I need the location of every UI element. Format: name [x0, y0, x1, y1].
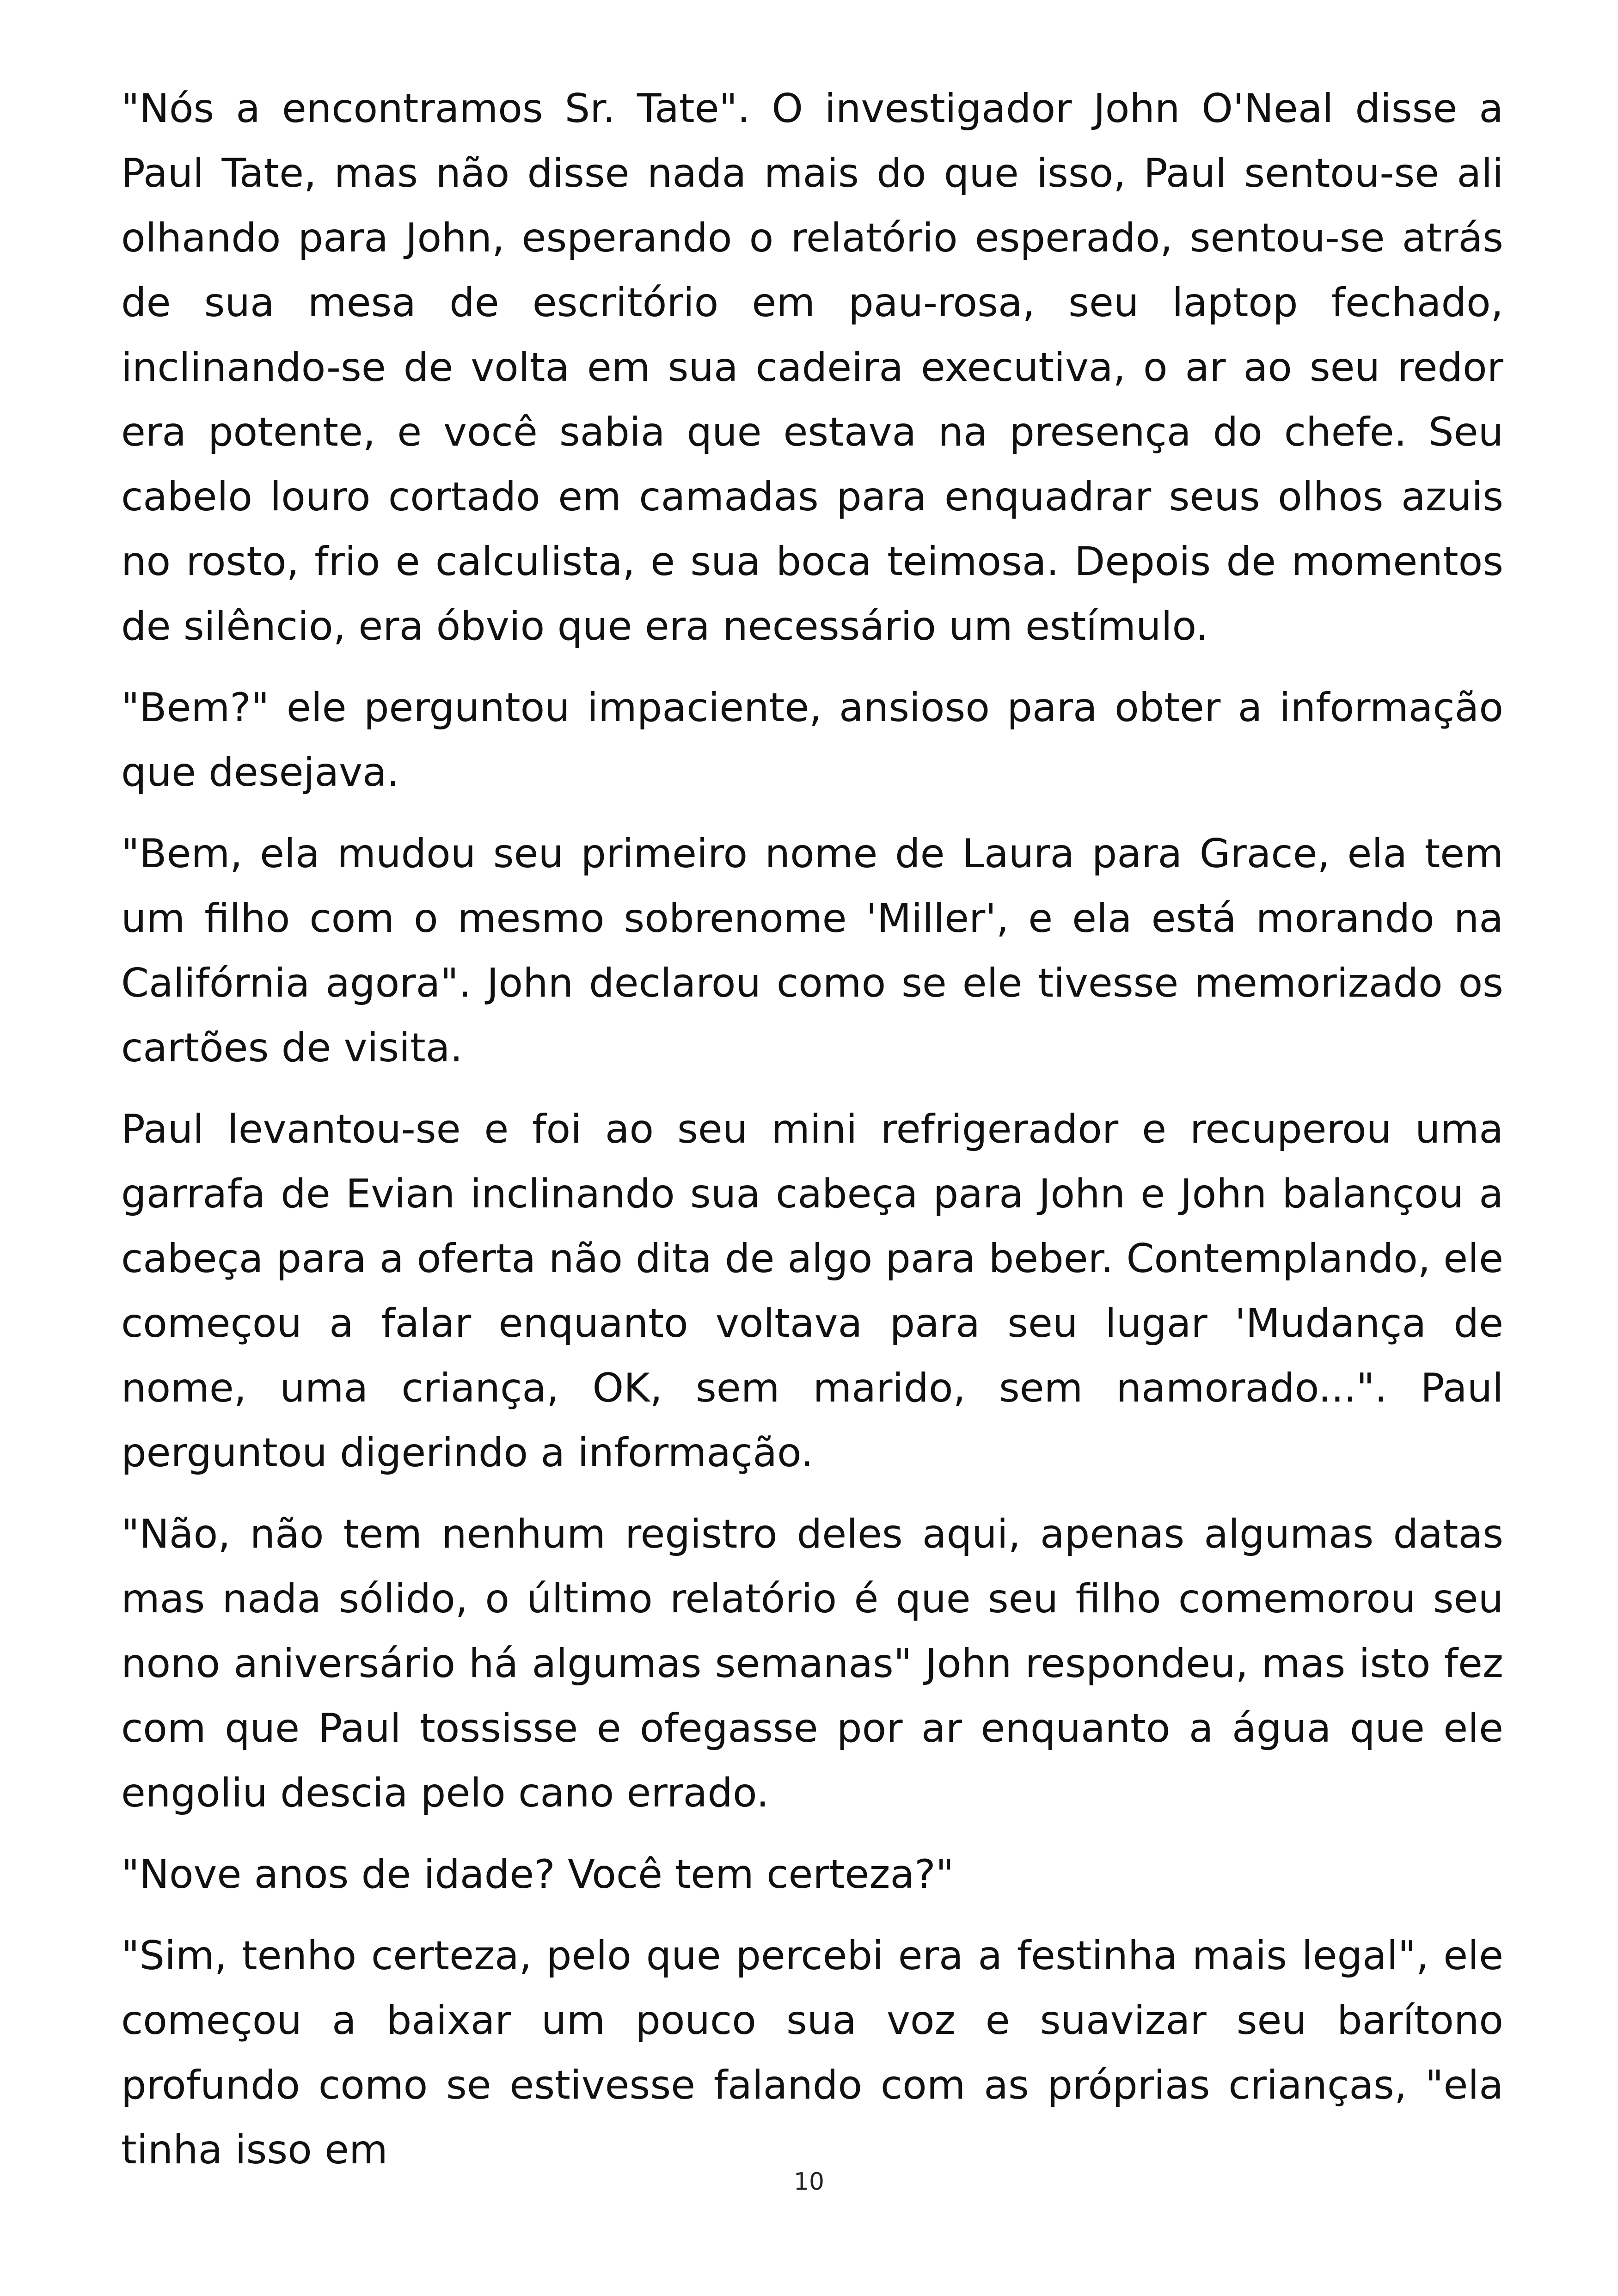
page-number: 10 [793, 2168, 825, 2196]
body-text [121, 76, 1503, 2199]
paragraph-5: "Não, não tem nenhum registro deles aqui, apenas algumas datas mas nada sólido, o último relatório é que seu filho comemorou seu nono aniversário há algumas semanas" John respondeu, mas isto fez com que Paul tossisse e ofegasse por ar enquanto a água que ele engoliu descia pelo cano errado. [121, 1511, 1503, 1816]
paragraph-6: "Nove anos de idade? Você tem certeza?" [121, 1851, 954, 1898]
paragraph-4: Paul levantou-se e foi ao seu mini refrigerador e recuperou uma garrafa de Evian inclinando sua cabeça para John e John balançou a cabeça para a oferta não dita de algo para beber. Contemplando, ele começou a falar enquanto voltava para seu lugar 'Mudança de nome, uma criança, OK, sem marido, sem namorado...". Paul perguntou digerindo a informação. [121, 1106, 1503, 1476]
paragraph-7: "Sim, tenho certeza, pelo que percebi era a festinha mais legal", ele começou a baixar um pouco sua voz e suavizar seu barítono profundo como se estivesse falando com as próprias crianças, "ela tinha isso em [121, 1933, 1503, 2173]
paragraph-2: "Bem?" ele perguntou impaciente, ansioso para obter a informação que desejava. [121, 685, 1503, 796]
paragraph-3: "Bem, ela mudou seu primeiro nome de Laura para Grace, ela tem um filho com o mesmo sobrenome 'Miller', e ela está morando na Califórnia agora". John declarou como se ele tivesse memorizado os cartões de visita. [121, 831, 1503, 1071]
paragraph-1: "Nós a encontramos Sr. Tate". O investigador John O'Neal disse a Paul Tate, mas não disse nada mais do que isso, Paul sentou-se ali olhando para John, esperando o relatório esperado, sentou-se atrás de sua mesa de escritório em pau-rosa, seu laptop fechado, inclinando-se de volta em sua cadeira executiva, o ar ao seu redor era potente, e você sabia que estava na presença do chefe. Seu cabelo louro cortado em camadas para enquadrar seus olhos azuis no rosto, frio e calculista, e sua boca teimosa. Depois de momentos de silêncio, era óbvio que era necessário um estímulo. [121, 86, 1503, 649]
